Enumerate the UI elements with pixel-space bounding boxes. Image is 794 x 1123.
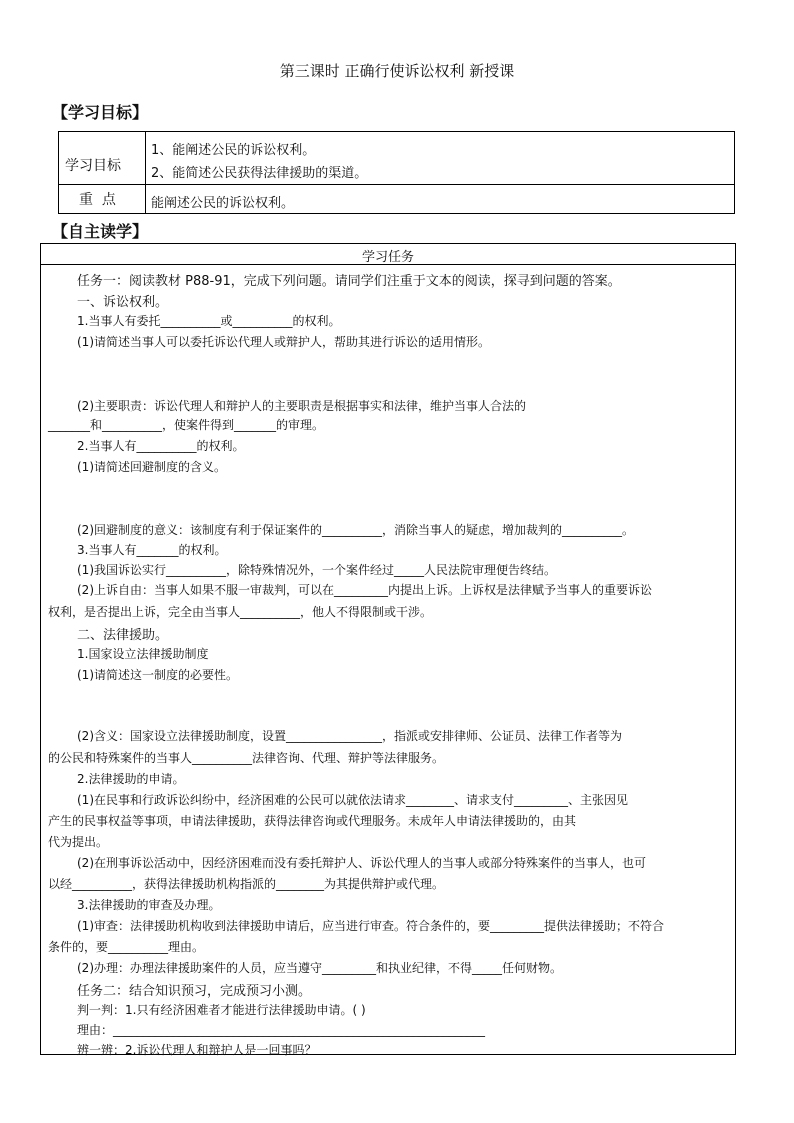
question-line: 的公民和特殊案件的当事人__________法律咨询、代理、辩护等法律服务。 <box>48 751 445 765</box>
question-line: (1)请简述这一制度的必要性。 <box>77 668 238 682</box>
question-line: (2)主要职责：诉讼代理人和辩护人的主要职责是根据事实和法律，维护当事人合法的 <box>77 399 527 413</box>
question-line: 1.国家设立法律援助制度 <box>77 647 209 661</box>
true-false-question: 判一判：1.只有经济困难者才能进行法律援助申请。( ) <box>77 1003 366 1017</box>
question-line: 权利，是否提出上诉，完全由当事人__________，他人不得限制或干涉。 <box>48 605 433 619</box>
key-point-label: 重 点 <box>79 192 116 208</box>
question-line: (1)我国诉讼实行__________，除特殊情况外，一个案件经过_____人民法院审理便告终结。 <box>77 563 557 577</box>
reason-line: 理由：______________________________________________________________ <box>77 1023 486 1037</box>
question-line: 1.当事人有委托__________或__________的权利。 <box>77 314 341 328</box>
question-line: (2)办理：办理法律援助案件的人员，应当遵守_________和执业纪律，不得_____任何财物。 <box>77 961 563 975</box>
question-line: 2.当事人有__________的权利。 <box>77 439 245 453</box>
question-line: (2)回避制度的意义：该制度有利于保证案件的__________，消除当事人的疑虑，增加裁判的__________。 <box>77 523 635 537</box>
question-line: 以经__________，获得法律援助机构指派的________为其提供辩护或代理。 <box>48 877 445 891</box>
question-line: _______和__________，使案件得到_______的审理。 <box>48 418 325 432</box>
objective-item: 2、能简述公民获得法律援助的渠道。 <box>151 166 368 181</box>
objectives-table <box>58 131 735 214</box>
table-divider <box>145 132 146 213</box>
question-line: 代为提出。 <box>48 835 109 849</box>
question-line: 产生的民事权益等事项，申请法律援助，获得法律咨询或代理服务。未成年人申请法律援助的，由其 <box>48 814 577 828</box>
question-line: 2.法律援助的申请。 <box>77 772 185 786</box>
question-line: (2)上诉自由：当事人如果不服一审裁判，可以在_________内提出上诉。上诉权是法律赋予当事人的重要诉讼 <box>77 583 653 597</box>
question-line: 3.法律援助的审查及办理。 <box>77 898 221 912</box>
question-line: (1)请简述当事人可以委托诉讼代理人或辩护人，帮助其进行诉讼的适用情形。 <box>77 335 491 349</box>
subsection-heading: 二、法律援助。 <box>77 628 169 643</box>
task-one-instruction: 任务一：阅读教材 P88-91，完成下列问题。请同学们注重于文本的阅读，探寻到问题的答案。 <box>77 274 621 289</box>
question-line: (2)在刑事诉讼活动中，因经济困难而没有委托辩护人、诉讼代理人的当事人或部分特殊案件的当事人，也可 <box>77 856 647 870</box>
task-header: 学习任务 <box>361 250 414 265</box>
key-point-value: 能阐述公民的诉讼权利。 <box>151 196 295 211</box>
question-line: (1)审查：法律援助机构收到法律援助申请后，应当进行审查。符合条件的，要_________提供法律援助；不符合 <box>77 919 665 933</box>
question-line: 3.当事人有_______的权利。 <box>77 543 227 557</box>
task-two-instruction: 任务二：结合知识预习，完成预习小测。 <box>77 984 312 999</box>
question-line: 条件的，要__________理由。 <box>48 940 205 954</box>
objectives-label: 学习目标 <box>65 158 121 174</box>
section-heading-self-study: 【自主读学】 <box>52 222 149 241</box>
objective-item: 1、能阐述公民的诉讼权利。 <box>151 143 316 158</box>
question-line: (1)在民事和行政诉讼纠纷中，经济困难的公民可以就依法请求________、请求支付_________、主张因见 <box>77 793 629 807</box>
page-title: 第三课时 正确行使诉讼权利 新授课 <box>279 62 515 80</box>
table-divider <box>59 184 734 185</box>
question-line: (1)请简述回避制度的含义。 <box>77 460 226 474</box>
discussion-question: 辨一辨：2.诉讼代理人和辩护人是一回事吗？ <box>77 1043 317 1057</box>
question-line: (2)含义：国家设立法律援助制度，设置________________，指派或安排律师、公证员、法律工作者等为 <box>77 729 623 743</box>
subsection-heading: 一、诉讼权利。 <box>77 295 169 310</box>
section-heading-objectives: 【学习目标】 <box>52 103 149 122</box>
